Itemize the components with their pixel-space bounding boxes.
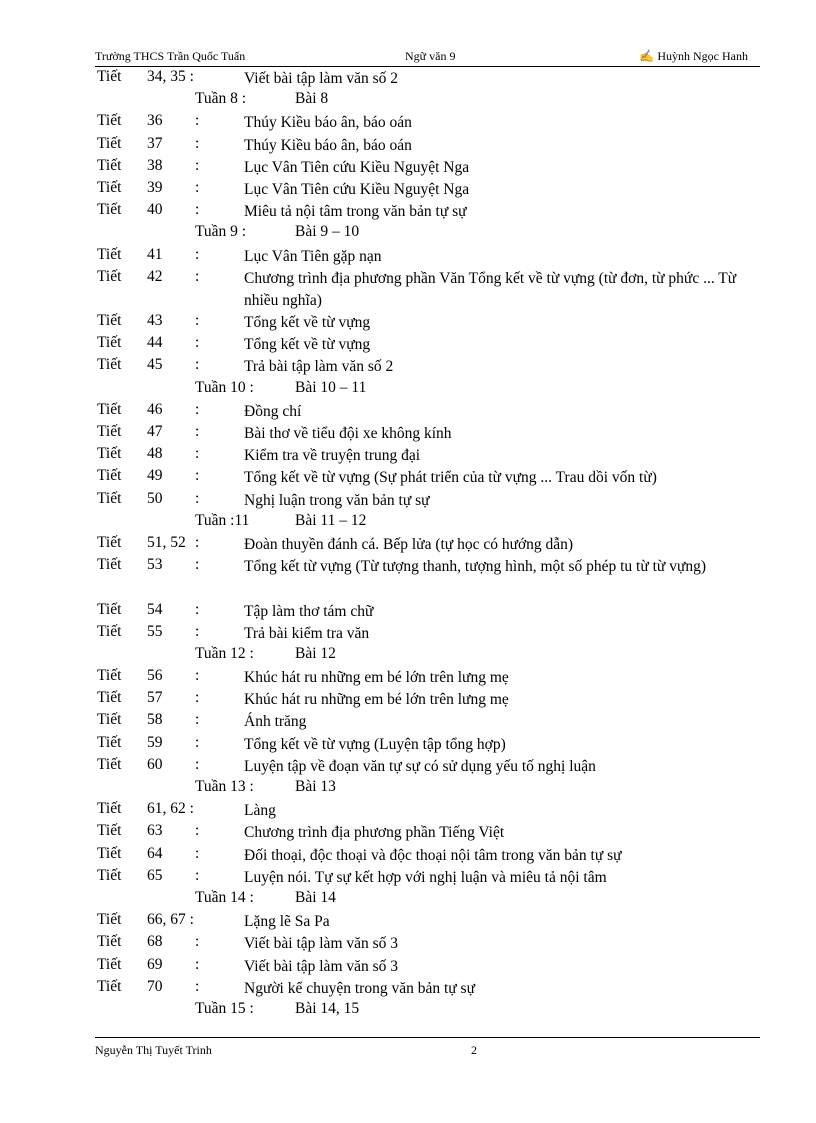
period-colon: : xyxy=(195,689,200,707)
period-colon: : xyxy=(195,201,200,219)
lesson-row xyxy=(97,756,757,778)
lesson-title: Nghị luận trong văn bản tự sự xyxy=(244,491,430,509)
lesson-row xyxy=(97,534,757,556)
period-number: 60 xyxy=(147,755,163,773)
period-label: Tiết xyxy=(97,201,122,219)
period-label: Tiết xyxy=(97,245,122,263)
period-label: Tiết xyxy=(97,866,122,884)
footer-author-name: Nguyễn Thị Tuyết Trinh xyxy=(95,1043,212,1057)
week-heading xyxy=(97,223,757,245)
period-colon: : xyxy=(195,245,200,263)
period-label: Tiết xyxy=(97,112,122,130)
lesson-title: Viết bài tập làm văn số 3 xyxy=(244,935,399,953)
lesson-title: Đối thoại, độc thoại và độc thoại nội tâm trong văn bản tự sự xyxy=(244,846,622,864)
lesson-title: Viết bài tập làm văn số 3 xyxy=(244,957,399,975)
period-number: 70 xyxy=(147,977,163,995)
period-number: 39 xyxy=(147,178,163,196)
lesson-title: Chương trình địa phương phần Tiếng Việt xyxy=(244,824,505,842)
lesson-row xyxy=(97,845,757,867)
lesson-title: Tổng kết về từ vựng xyxy=(244,336,371,354)
lesson-title: Thúy Kiều báo ân, báo oán xyxy=(244,114,412,132)
lesson-row xyxy=(97,445,757,467)
lesson-title: Kiểm tra về truyện trung đại xyxy=(244,447,421,465)
week-heading xyxy=(97,90,757,112)
period-colon: : xyxy=(195,489,200,507)
period-label: Tiết xyxy=(97,489,122,507)
period-label: Tiết xyxy=(97,822,122,840)
period-number: 61, 62 : xyxy=(147,800,194,818)
period-colon: : xyxy=(195,755,200,773)
week-lesson: Bài 10 – 11 xyxy=(295,378,367,396)
lesson-row xyxy=(97,157,757,179)
period-number: 36 xyxy=(147,112,163,130)
period-number: 66, 67 : xyxy=(147,911,194,929)
period-number: 65 xyxy=(147,866,163,884)
period-label: Tiết xyxy=(97,334,122,352)
period-number: 54 xyxy=(147,600,163,618)
week-label: Tuần 10 : xyxy=(195,378,254,396)
lesson-title: Bài thơ về tiểu đội xe không kính xyxy=(244,425,452,443)
period-label: Tiết xyxy=(97,711,122,729)
lesson-row xyxy=(97,867,757,889)
lesson-row xyxy=(97,68,757,90)
lesson-row xyxy=(97,822,757,844)
period-number: 50 xyxy=(147,489,163,507)
period-number: 68 xyxy=(147,933,163,951)
lesson-title: Viết bài tập làm văn số 2 xyxy=(244,70,399,87)
lesson-row xyxy=(97,356,757,378)
lesson-title: Tổng kết về từ vựng (Sự phát triển của từ vựng ... Trau dồi vốn từ) xyxy=(244,469,657,487)
lesson-row xyxy=(97,623,757,645)
lesson-title: Làng xyxy=(244,802,276,820)
period-label: Tiết xyxy=(97,68,122,85)
period-number: 56 xyxy=(147,667,163,685)
period-colon: : xyxy=(195,977,200,995)
lesson-title: Người kể chuyện trong văn bản tự sự xyxy=(244,979,475,997)
period-label: Tiết xyxy=(97,622,122,640)
period-label: Tiết xyxy=(97,600,122,618)
period-colon: : xyxy=(195,312,200,330)
lesson-row xyxy=(97,800,757,822)
period-colon: : xyxy=(195,267,200,285)
week-label: Tuần 14 : xyxy=(195,888,254,906)
period-number: 57 xyxy=(147,689,163,707)
lesson-row xyxy=(97,601,757,623)
period-colon: : xyxy=(195,667,200,685)
lesson-title: Tổng kết về từ vựng (Luyện tập tổng hợp) xyxy=(244,735,506,753)
period-colon: : xyxy=(195,400,200,418)
period-number: 45 xyxy=(147,356,163,374)
lesson-title: Chương trình địa phương phần Văn Tổng kết về từ vựng (từ đơn, từ phức ... Từ nhiều nghĩa) xyxy=(244,269,737,309)
lesson-title: Tổng kết từ vựng (Từ tượng thanh, tượng hình, một số phép tu từ từ vựng) xyxy=(244,558,707,576)
period-colon: : xyxy=(195,445,200,463)
period-label: Tiết xyxy=(97,844,122,862)
week-lesson: Bài 14 xyxy=(295,888,336,906)
period-colon: : xyxy=(195,423,200,441)
week-label: Tuần 8 : xyxy=(195,90,247,108)
lesson-row xyxy=(97,268,757,312)
lesson-title: Trả bài tập làm văn số 2 xyxy=(244,358,394,376)
period-label: Tiết xyxy=(97,134,122,152)
period-number: 47 xyxy=(147,423,163,441)
period-label: Tiết xyxy=(97,400,122,418)
week-lesson: Bài 13 xyxy=(295,778,336,796)
period-label: Tiết xyxy=(97,178,122,196)
lesson-row xyxy=(97,201,757,223)
lesson-title: Luyện nói. Tự sự kết hợp với nghị luận và miêu tả nội tâm xyxy=(244,868,607,886)
lesson-row xyxy=(97,467,757,489)
period-label: Tiết xyxy=(97,267,122,285)
period-label: Tiết xyxy=(97,556,122,574)
period-colon: : xyxy=(195,156,200,174)
period-colon: : xyxy=(195,866,200,884)
period-colon: : xyxy=(195,844,200,862)
period-number: 43 xyxy=(147,312,163,330)
lesson-title: Lặng lẽ Sa Pa xyxy=(244,913,330,931)
lesson-row xyxy=(97,401,757,423)
period-label: Tiết xyxy=(97,423,122,441)
lesson-title: Lục Vân Tiên cứu Kiều Nguyệt Nga xyxy=(244,180,470,198)
period-number: 40 xyxy=(147,201,163,219)
period-label: Tiết xyxy=(97,911,122,929)
period-number: 59 xyxy=(147,733,163,751)
period-colon: : xyxy=(195,822,200,840)
lesson-title: Ánh trăng xyxy=(244,713,307,731)
period-number: 38 xyxy=(147,156,163,174)
week-heading xyxy=(97,1000,757,1022)
lesson-title: Khúc hát ru những em bé lớn trên lưng mẹ xyxy=(244,691,509,709)
lesson-row xyxy=(97,956,757,978)
page-number: 2 xyxy=(471,1043,477,1057)
period-number: 69 xyxy=(147,955,163,973)
lesson-row xyxy=(97,667,757,689)
period-label: Tiết xyxy=(97,467,122,485)
lesson-row xyxy=(97,911,757,933)
lesson-row xyxy=(97,933,757,955)
lesson-title: Đồng chí xyxy=(244,402,302,420)
header-author: ✍ Huỳnh Ngọc Hanh xyxy=(639,49,748,63)
period-label: Tiết xyxy=(97,689,122,707)
period-number: 41 xyxy=(147,245,163,263)
week-heading xyxy=(97,512,757,534)
lesson-row xyxy=(97,135,757,157)
period-colon: : xyxy=(195,556,200,574)
lesson-row xyxy=(97,423,757,445)
week-label: Tuần 12 : xyxy=(195,644,254,662)
lesson-row xyxy=(97,978,757,1000)
page-footer xyxy=(95,1037,760,1058)
period-label: Tiết xyxy=(97,733,122,751)
period-label: Tiết xyxy=(97,800,122,818)
period-colon: : xyxy=(195,955,200,973)
period-label: Tiết xyxy=(97,445,122,463)
lesson-title: Luyện tập về đoạn văn tự sự có sử dụng yếu tố nghị luận xyxy=(244,757,596,775)
period-number: 63 xyxy=(147,822,163,840)
week-label: Tuần :11 xyxy=(195,511,250,529)
week-lesson: Bài 8 xyxy=(295,90,329,108)
lesson-row xyxy=(97,246,757,268)
page-header xyxy=(95,48,760,67)
period-colon: : xyxy=(195,711,200,729)
period-number: 46 xyxy=(147,400,163,418)
period-number: 34, 35 : xyxy=(147,68,194,85)
lesson-schedule xyxy=(97,68,757,1022)
lesson-title: Tập làm thơ tám chữ xyxy=(244,602,374,620)
lesson-row xyxy=(97,334,757,356)
period-colon: : xyxy=(195,533,200,551)
lesson-title: Tổng kết về từ vựng xyxy=(244,314,371,332)
period-colon: : xyxy=(195,334,200,352)
period-label: Tiết xyxy=(97,356,122,374)
lesson-row xyxy=(97,734,757,756)
period-number: 37 xyxy=(147,134,163,152)
week-heading xyxy=(97,645,757,667)
week-lesson: Bài 9 – 10 xyxy=(295,223,360,241)
period-number: 64 xyxy=(147,844,163,862)
lesson-row xyxy=(97,312,757,334)
period-number: 49 xyxy=(147,467,163,485)
period-number: 48 xyxy=(147,445,163,463)
header-school: Trường THCS Trần Quốc Tuấn xyxy=(95,49,246,63)
period-number: 42 xyxy=(147,267,163,285)
period-label: Tiết xyxy=(97,156,122,174)
period-colon: : xyxy=(195,112,200,130)
period-colon: : xyxy=(195,622,200,640)
week-label: Tuần 13 : xyxy=(195,778,254,796)
period-colon: : xyxy=(195,933,200,951)
period-label: Tiết xyxy=(97,977,122,995)
lesson-title: Miêu tả nội tâm trong văn bản tự sự xyxy=(244,203,467,221)
period-label: Tiết xyxy=(97,312,122,330)
lesson-title: Thúy Kiều báo ân, báo oán xyxy=(244,136,412,154)
period-label: Tiết xyxy=(97,933,122,951)
week-heading xyxy=(97,379,757,401)
period-colon: : xyxy=(195,356,200,374)
period-number: 44 xyxy=(147,334,163,352)
period-number: 58 xyxy=(147,711,163,729)
period-colon: : xyxy=(195,134,200,152)
lesson-title: Đoàn thuyền đánh cá. Bếp lửa (tự học có hướng dẫn) xyxy=(244,535,574,553)
period-colon: : xyxy=(195,178,200,196)
period-colon: : xyxy=(195,733,200,751)
week-heading xyxy=(97,889,757,911)
lesson-row xyxy=(97,490,757,512)
week-lesson: Bài 11 – 12 xyxy=(295,511,367,529)
period-number: 51, 52 xyxy=(147,533,186,551)
lesson-title: Khúc hát ru những em bé lớn trên lưng mẹ xyxy=(244,669,509,687)
header-subject: Ngữ văn 9 xyxy=(405,49,456,63)
lesson-row xyxy=(97,112,757,134)
period-number: 53 xyxy=(147,556,163,574)
lesson-row xyxy=(97,556,757,600)
week-lesson: Bài 14, 15 xyxy=(295,999,360,1017)
lesson-title: Lục Vân Tiên gặp nạn xyxy=(244,247,382,265)
period-label: Tiết xyxy=(97,955,122,973)
lesson-title: Trả bài kiểm tra văn xyxy=(244,624,370,642)
week-label: Tuần 15 : xyxy=(195,999,254,1017)
period-number: 55 xyxy=(147,622,163,640)
week-label: Tuần 9 : xyxy=(195,223,247,241)
lesson-row xyxy=(97,711,757,733)
period-label: Tiết xyxy=(97,533,122,551)
lesson-row xyxy=(97,179,757,201)
lesson-row xyxy=(97,689,757,711)
week-lesson: Bài 12 xyxy=(295,644,336,662)
period-colon: : xyxy=(195,467,200,485)
lesson-title: Lục Vân Tiên cứu Kiều Nguyệt Nga xyxy=(244,158,470,176)
period-colon: : xyxy=(195,600,200,618)
week-heading xyxy=(97,778,757,800)
period-label: Tiết xyxy=(97,755,122,773)
period-label: Tiết xyxy=(97,667,122,685)
